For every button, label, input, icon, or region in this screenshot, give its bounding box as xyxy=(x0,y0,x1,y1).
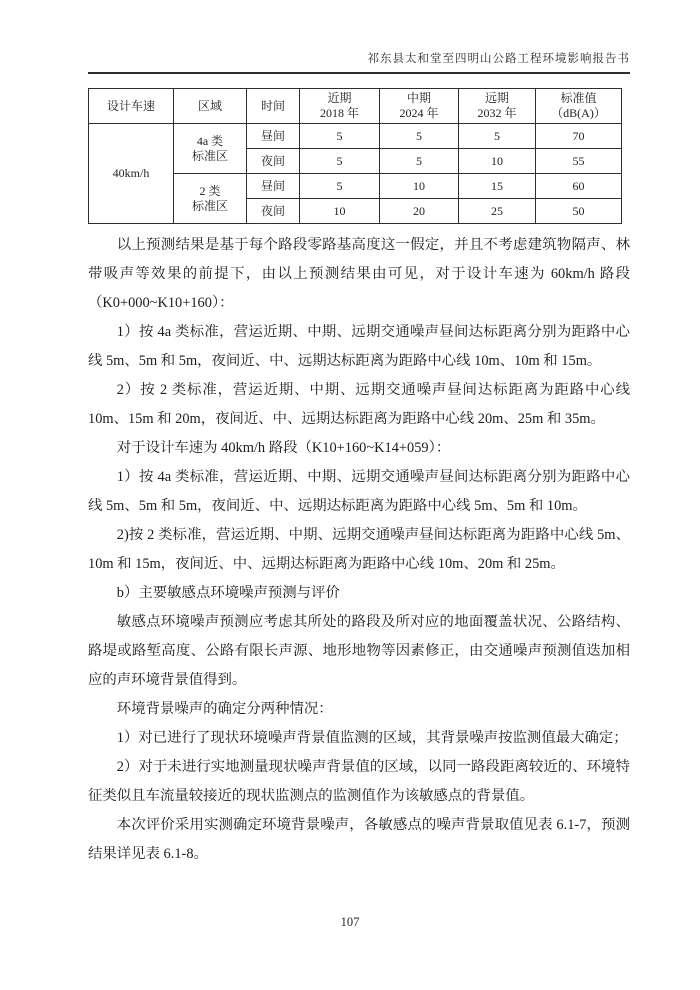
col-header-zone: 区域 xyxy=(174,89,247,124)
body-text xyxy=(88,231,630,869)
cell-time: 夜间 xyxy=(247,149,300,174)
cell-near-value: 10 xyxy=(300,199,380,224)
cell-zone-4a xyxy=(174,124,247,174)
cell-near-value: 5 xyxy=(300,174,380,199)
paragraph-40kmh-item-2: 2)按 2 类标准，营运近期、中期、远期交通噪声昼间达标距离为距路中心线 5m、10m 和 15m，夜间近、中、远期达标距离为距路中心线 10m、20m 和 25m。 xyxy=(88,527,630,572)
col-header-far-term xyxy=(459,89,536,124)
noise-standard-table xyxy=(88,88,622,224)
cell-standard-value: 60 xyxy=(536,174,622,199)
zone-4a-line2: 标准区 xyxy=(191,148,228,163)
cell-time: 昼间 xyxy=(247,124,300,149)
page-number: 107 xyxy=(340,915,360,929)
cell-time: 昼间 xyxy=(247,174,300,199)
paragraph-background-noise-intro: 环境背景噪声的确定分两种情况： xyxy=(116,701,333,717)
paragraph-evaluation-tables: 本次评价采用实测确定环境背景噪声，各敏感点的噪声背景取值见表 6.1-7，预测结果详见表 6.1-8。 xyxy=(88,817,630,862)
table-header-row xyxy=(89,89,622,124)
cell-mid-value: 20 xyxy=(380,199,459,224)
paragraph-60kmh-item-2: 2）按 2 类标准，营运近期、中期、远期交通噪声昼间达标距离为距路中心线 10m、15m 和 20m，夜间近、中、远期达标距离为距路中心线 20m、25m 和 35m。 xyxy=(88,382,630,427)
paragraph-background-case-2: 2）对于未进行实地测量现状噪声背景值的区域，以同一路段距离较近的、环境特征类似且车流量较接近的现状监测点的监测值作为该敏感点的背景值。 xyxy=(88,759,630,804)
cell-design-speed: 40km/h xyxy=(89,124,174,224)
cell-mid-value: 5 xyxy=(380,149,459,174)
paragraph-sensitive-point-method: 敏感点环境噪声预测应考虑其所处的路段及所对应的地面覆盖状况、公路结构、路堤或路堑高度、公路有限长声源、地形地物等因素修正，由交通噪声预测值迭加相应的声环境背景值得到。 xyxy=(88,614,630,688)
zone-4a-line1: 4a 类 xyxy=(196,133,224,148)
paragraph-60kmh-item-1: 1）按 4a 类标准，营运近期、中期、远期交通噪声昼间达标距离分别为距路中心线 5m、5m 和 5m，夜间近、中、远期达标距离为距路中心线 10m、10m 和 15m。 xyxy=(88,324,630,369)
col-header-design-speed: 设计车速 xyxy=(89,89,174,124)
col-header-mid-label: 中期 xyxy=(406,91,431,105)
page-header-title: 祁东县太和堂至四明山公路工程环境影响报告书 xyxy=(88,50,630,74)
cell-mid-value: 10 xyxy=(380,174,459,199)
paragraph-40kmh-item-1: 1）按 4a 类标准，营运近期、中期、远期交通噪声昼间达标距离分别为距路中心线 5m、5m 和 5m，夜间近、中、远期达标距离为距路中心线 5m、5m 和 10m。 xyxy=(88,469,630,514)
col-header-std-unit: （dB(A)） xyxy=(551,106,606,120)
cell-far-value: 15 xyxy=(459,174,536,199)
cell-standard-value: 50 xyxy=(536,199,622,224)
col-header-time: 时间 xyxy=(247,89,300,124)
cell-near-value: 5 xyxy=(300,149,380,174)
cell-standard-value: 55 xyxy=(536,149,622,174)
cell-zone-2 xyxy=(174,174,247,224)
paragraph-40kmh-intro: 对于设计车速为 40km/h 路段（K10+160~K14+059）： xyxy=(116,440,451,456)
col-header-far-label: 远期 xyxy=(484,91,509,105)
cell-far-value: 25 xyxy=(459,199,536,224)
paragraph-background-case-1: 1）对已进行了现状环境噪声背景值监测的区域，其背景噪声按监测值最大确定； xyxy=(116,730,628,746)
cell-far-value: 5 xyxy=(459,124,536,149)
col-header-near-term xyxy=(300,89,380,124)
col-header-mid-year: 2024 年 xyxy=(399,106,439,120)
zone-2-line1: 2 类 xyxy=(199,183,221,198)
col-header-mid-term xyxy=(380,89,459,124)
col-header-std-label: 标准值 xyxy=(560,91,597,105)
zone-2-line2: 标准区 xyxy=(191,198,228,213)
table-row xyxy=(89,124,622,149)
cell-far-value: 10 xyxy=(459,149,536,174)
cell-near-value: 5 xyxy=(300,124,380,149)
col-header-near-year: 2018 年 xyxy=(319,106,359,120)
col-header-standard-value xyxy=(536,89,622,124)
col-header-far-year: 2032 年 xyxy=(477,106,517,120)
cell-time: 夜间 xyxy=(247,199,300,224)
col-header-near-label: 近期 xyxy=(327,91,352,105)
cell-standard-value: 70 xyxy=(536,124,622,149)
paragraph-prediction-intro: 以上预测结果是基于每个路段零路基高度这一假定，并且不考虑建筑物隔声、林带吸声等效果的前提下，由以上预测结果由可见，对于设计车速为 60km/h 路段（K0+000~K10+160）： xyxy=(88,237,630,311)
paragraph-section-b-heading: b）主要敏感点环境噪声预测与评价 xyxy=(116,585,340,601)
cell-mid-value: 5 xyxy=(380,124,459,149)
